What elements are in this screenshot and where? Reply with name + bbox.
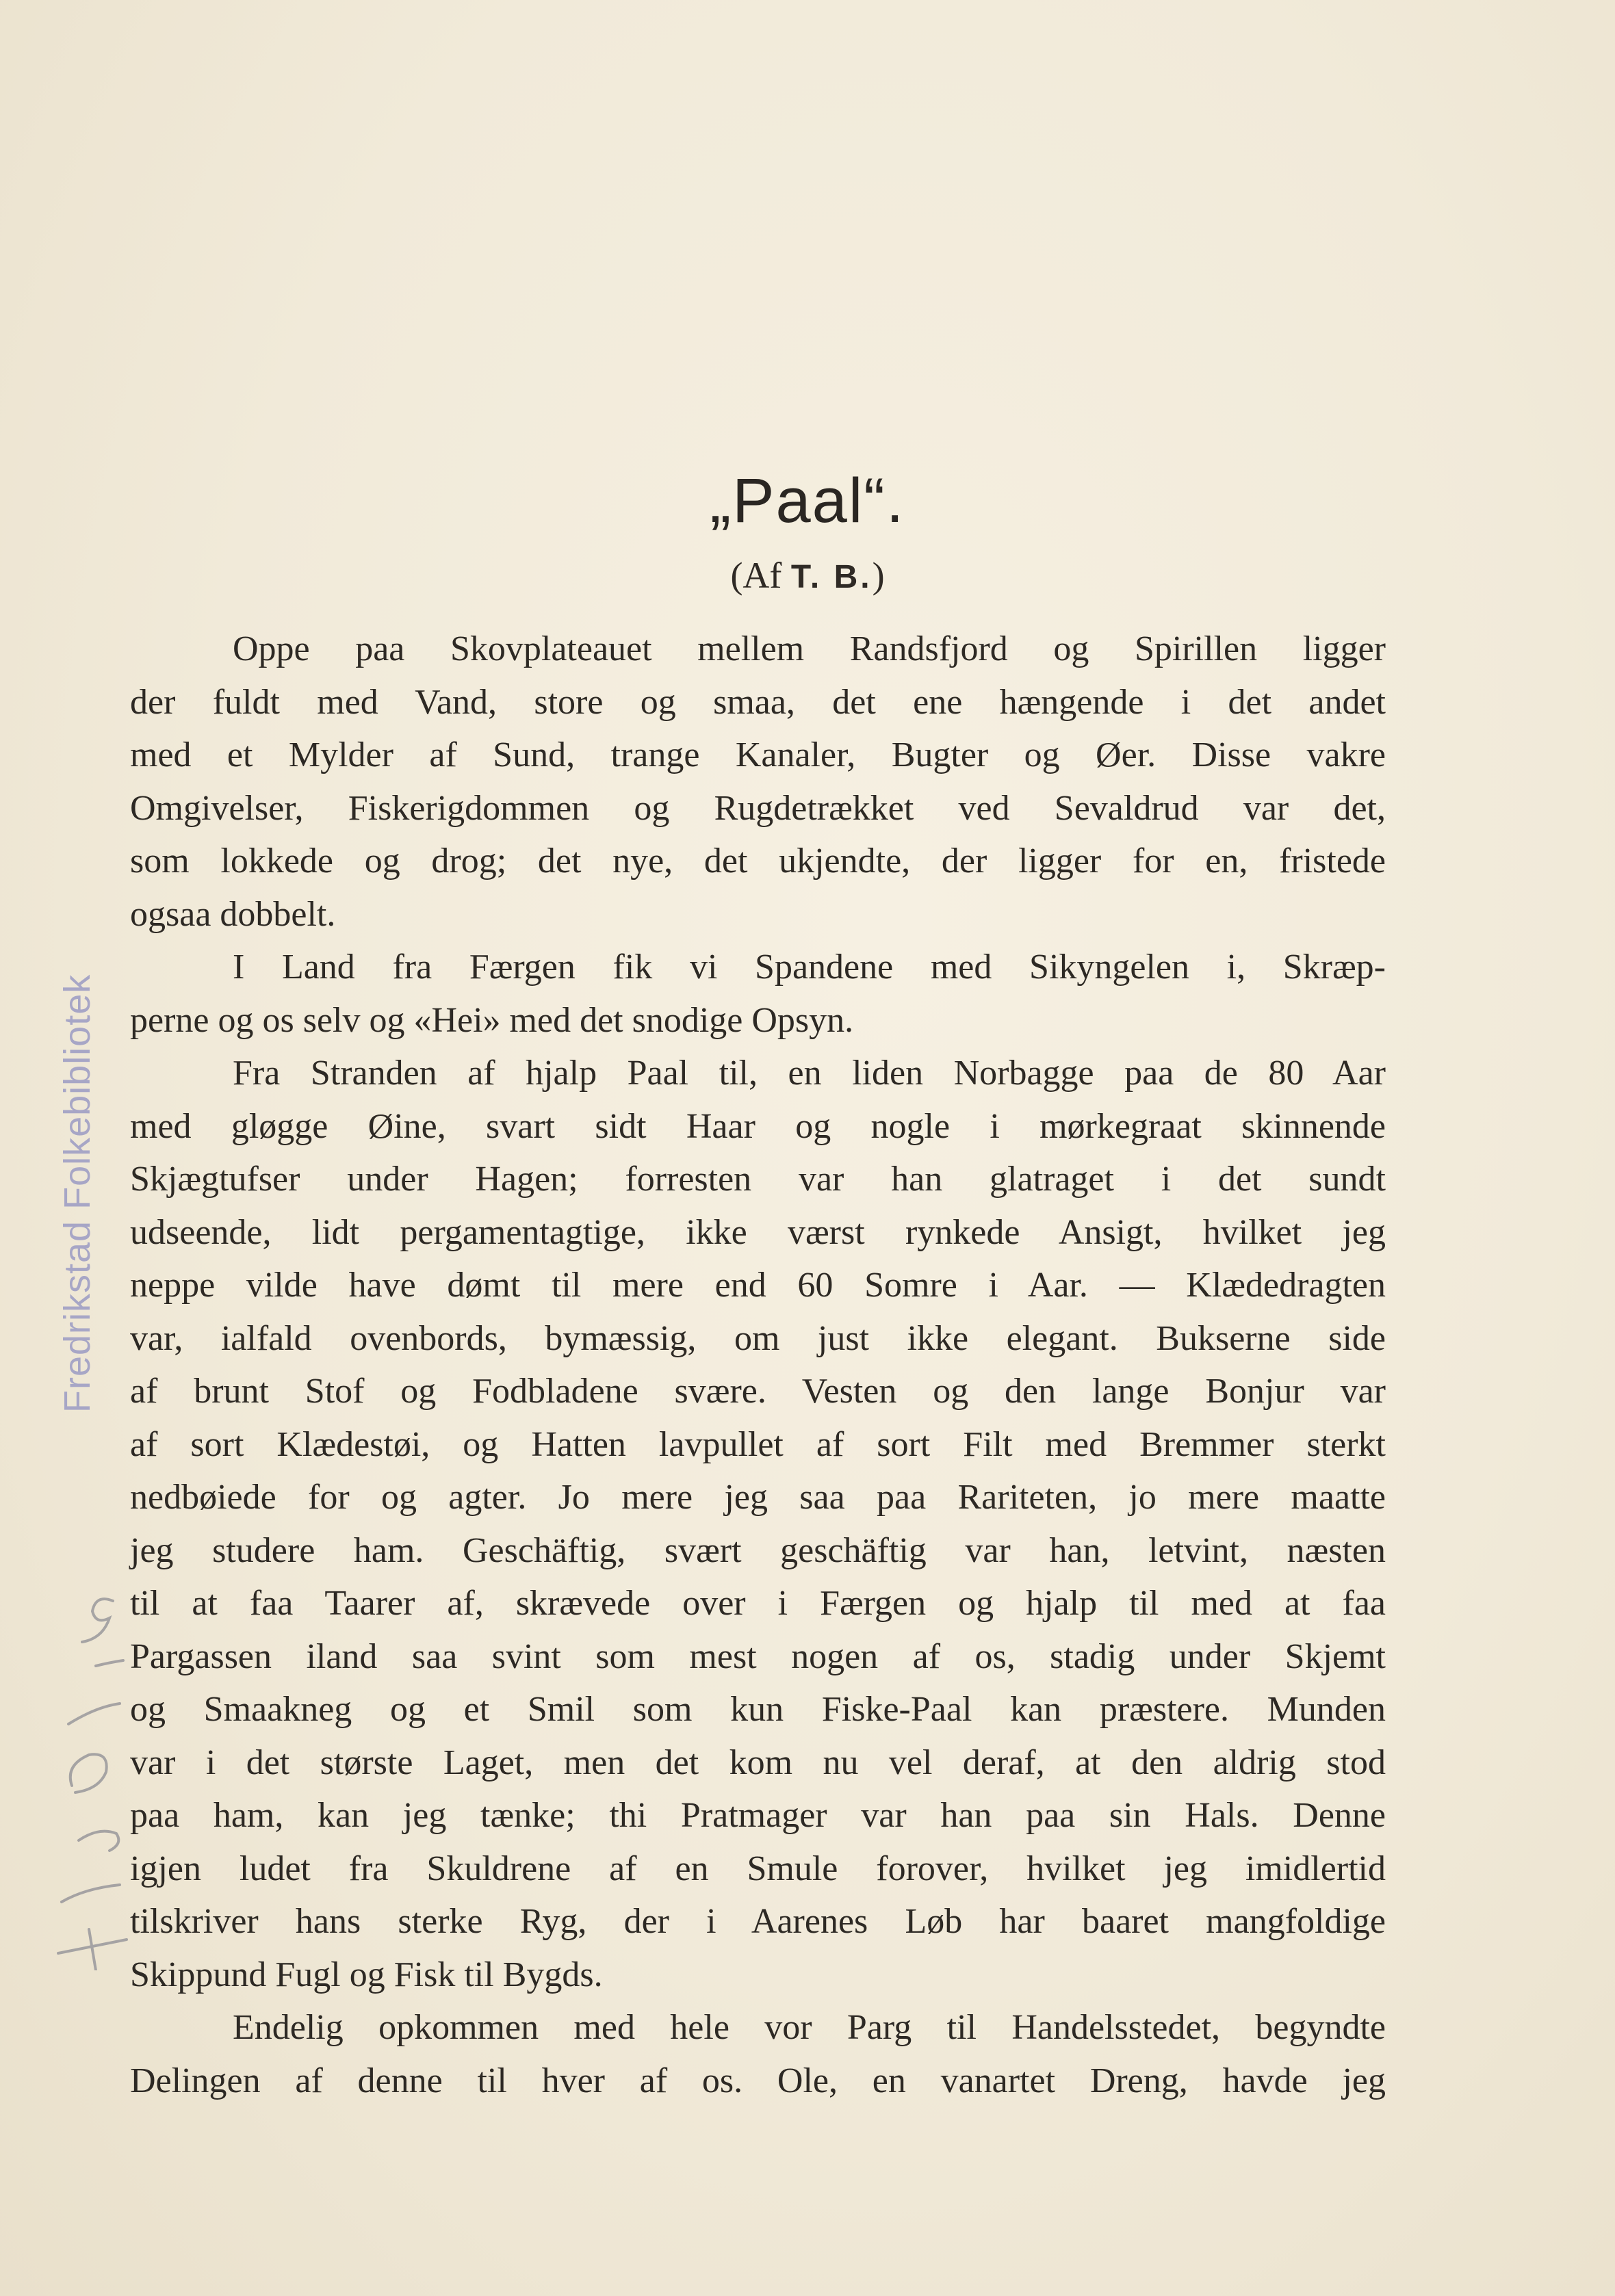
text-line: Endelig opkommen med hele vor Parg til Handelsstedet, begyndte (233, 2008, 1386, 2047)
text-line: til at faa Taarer af, skrævede over i Færgen og hjalp til med at faa (130, 1584, 1386, 1623)
paragraph-4 (130, 2001, 1386, 2107)
article-body (130, 623, 1386, 2107)
text-line: Delingen af denne til hver af os. Ole, en vanartet Dreng, havde jeg (130, 2061, 1386, 2100)
text-line: Skippund Fugl og Fisk til Bygds. (130, 1955, 603, 1994)
text-line: I Land fra Færgen fik vi Spandene med Sikyngelen i, Skræp- (233, 948, 1386, 987)
text-line: Skjægtufser under Hagen; forresten var han glatraget i det sundt (130, 1160, 1386, 1199)
paragraph-1 (130, 623, 1386, 941)
paragraph-2 (130, 941, 1386, 1047)
text-line: af sort Klædestøi, og Hatten lavpullet af sort Filt med Bremmer sterkt (130, 1424, 1386, 1464)
text-line: jeg studere ham. Geschäftig, svært geschäftig var han, letvint, næsten (130, 1530, 1386, 1570)
text-line: Omgivelser, Fiskerigdommen og Rugdetrækket ved Sevaldrud var det, (130, 788, 1386, 828)
text-line: ogsaa dobbelt. (130, 894, 336, 934)
text-line: med gløgge Øine, svart sidt Haar og nogle i mørkegraat skinnende (130, 1106, 1386, 1146)
article-title: „Paal“. (710, 466, 905, 536)
byline-prefix: (Af (730, 555, 782, 596)
text-line: af brunt Stof og Fodbladene svære. Vesten og den lange Bonjur var (130, 1372, 1386, 1411)
paragraph-3 (130, 1047, 1386, 2001)
text-line: var i det største Laget, men det kom nu vel deraf, at den aldrig stod (130, 1743, 1386, 1782)
library-stamp: Fredrikstad Folkebibliotek (57, 974, 98, 1413)
text-line: udseende, lidt pergamentagtige, ikke værst rynkede Ansigt, hvilket jeg (130, 1212, 1386, 1252)
text-line: tilskriver hans sterke Ryg, der i Aarenes Løb har baaret mangfoldige (130, 1902, 1386, 1941)
pencil-shelf-mark (48, 1587, 137, 1970)
byline-initials: T. B. (790, 559, 873, 595)
text-line: var, ialfald ovenbords, bymæssig, om just ikke elegant. Bukserne side (130, 1318, 1386, 1358)
text-line: paa ham, kan jeg tænke; thi Pratmager var han paa sin Hals. Denne (130, 1796, 1386, 1835)
text-line: Pargassen iland saa svint som mest nogen af os, stadig under Skjemt (130, 1636, 1386, 1676)
article-byline (0, 554, 1615, 597)
text-line: perne og os selv og «Hei» med det snodige Opsyn. (130, 1000, 854, 1040)
text-line: igjen ludet fra Skuldrene af en Smule forover, hvilket jeg imidlertid (130, 1849, 1386, 1888)
text-line: der fuldt med Vand, store og smaa, det ene hængende i det andet (130, 682, 1386, 722)
text-line: som lokkede og drog; det nye, det ukjendte, der ligger for en, fristede (130, 842, 1386, 880)
byline-suffix: ) (872, 555, 885, 596)
text-line: Oppe paa Skovplateauet mellem Randsfjord og Spirillen ligger (233, 629, 1386, 668)
text-line: nedbøiede for og agter. Jo mere jeg saa paa Rariteten, jo mere maatte (130, 1478, 1386, 1517)
text-line: Fra Stranden af hjalp Paal til, en liden Norbagge paa de 80 Aar (233, 1054, 1386, 1093)
text-line: neppe vilde have dømt til mere end 60 Somre i Aar. — Klædedragten (130, 1266, 1386, 1305)
text-line: og Smaakneg og et Smil som kun Fiske-Paal kan præstere. Munden (130, 1690, 1386, 1729)
text-line: med et Mylder af Sund, trange Kanaler, Bugter og Øer. Disse vakre (130, 735, 1386, 774)
